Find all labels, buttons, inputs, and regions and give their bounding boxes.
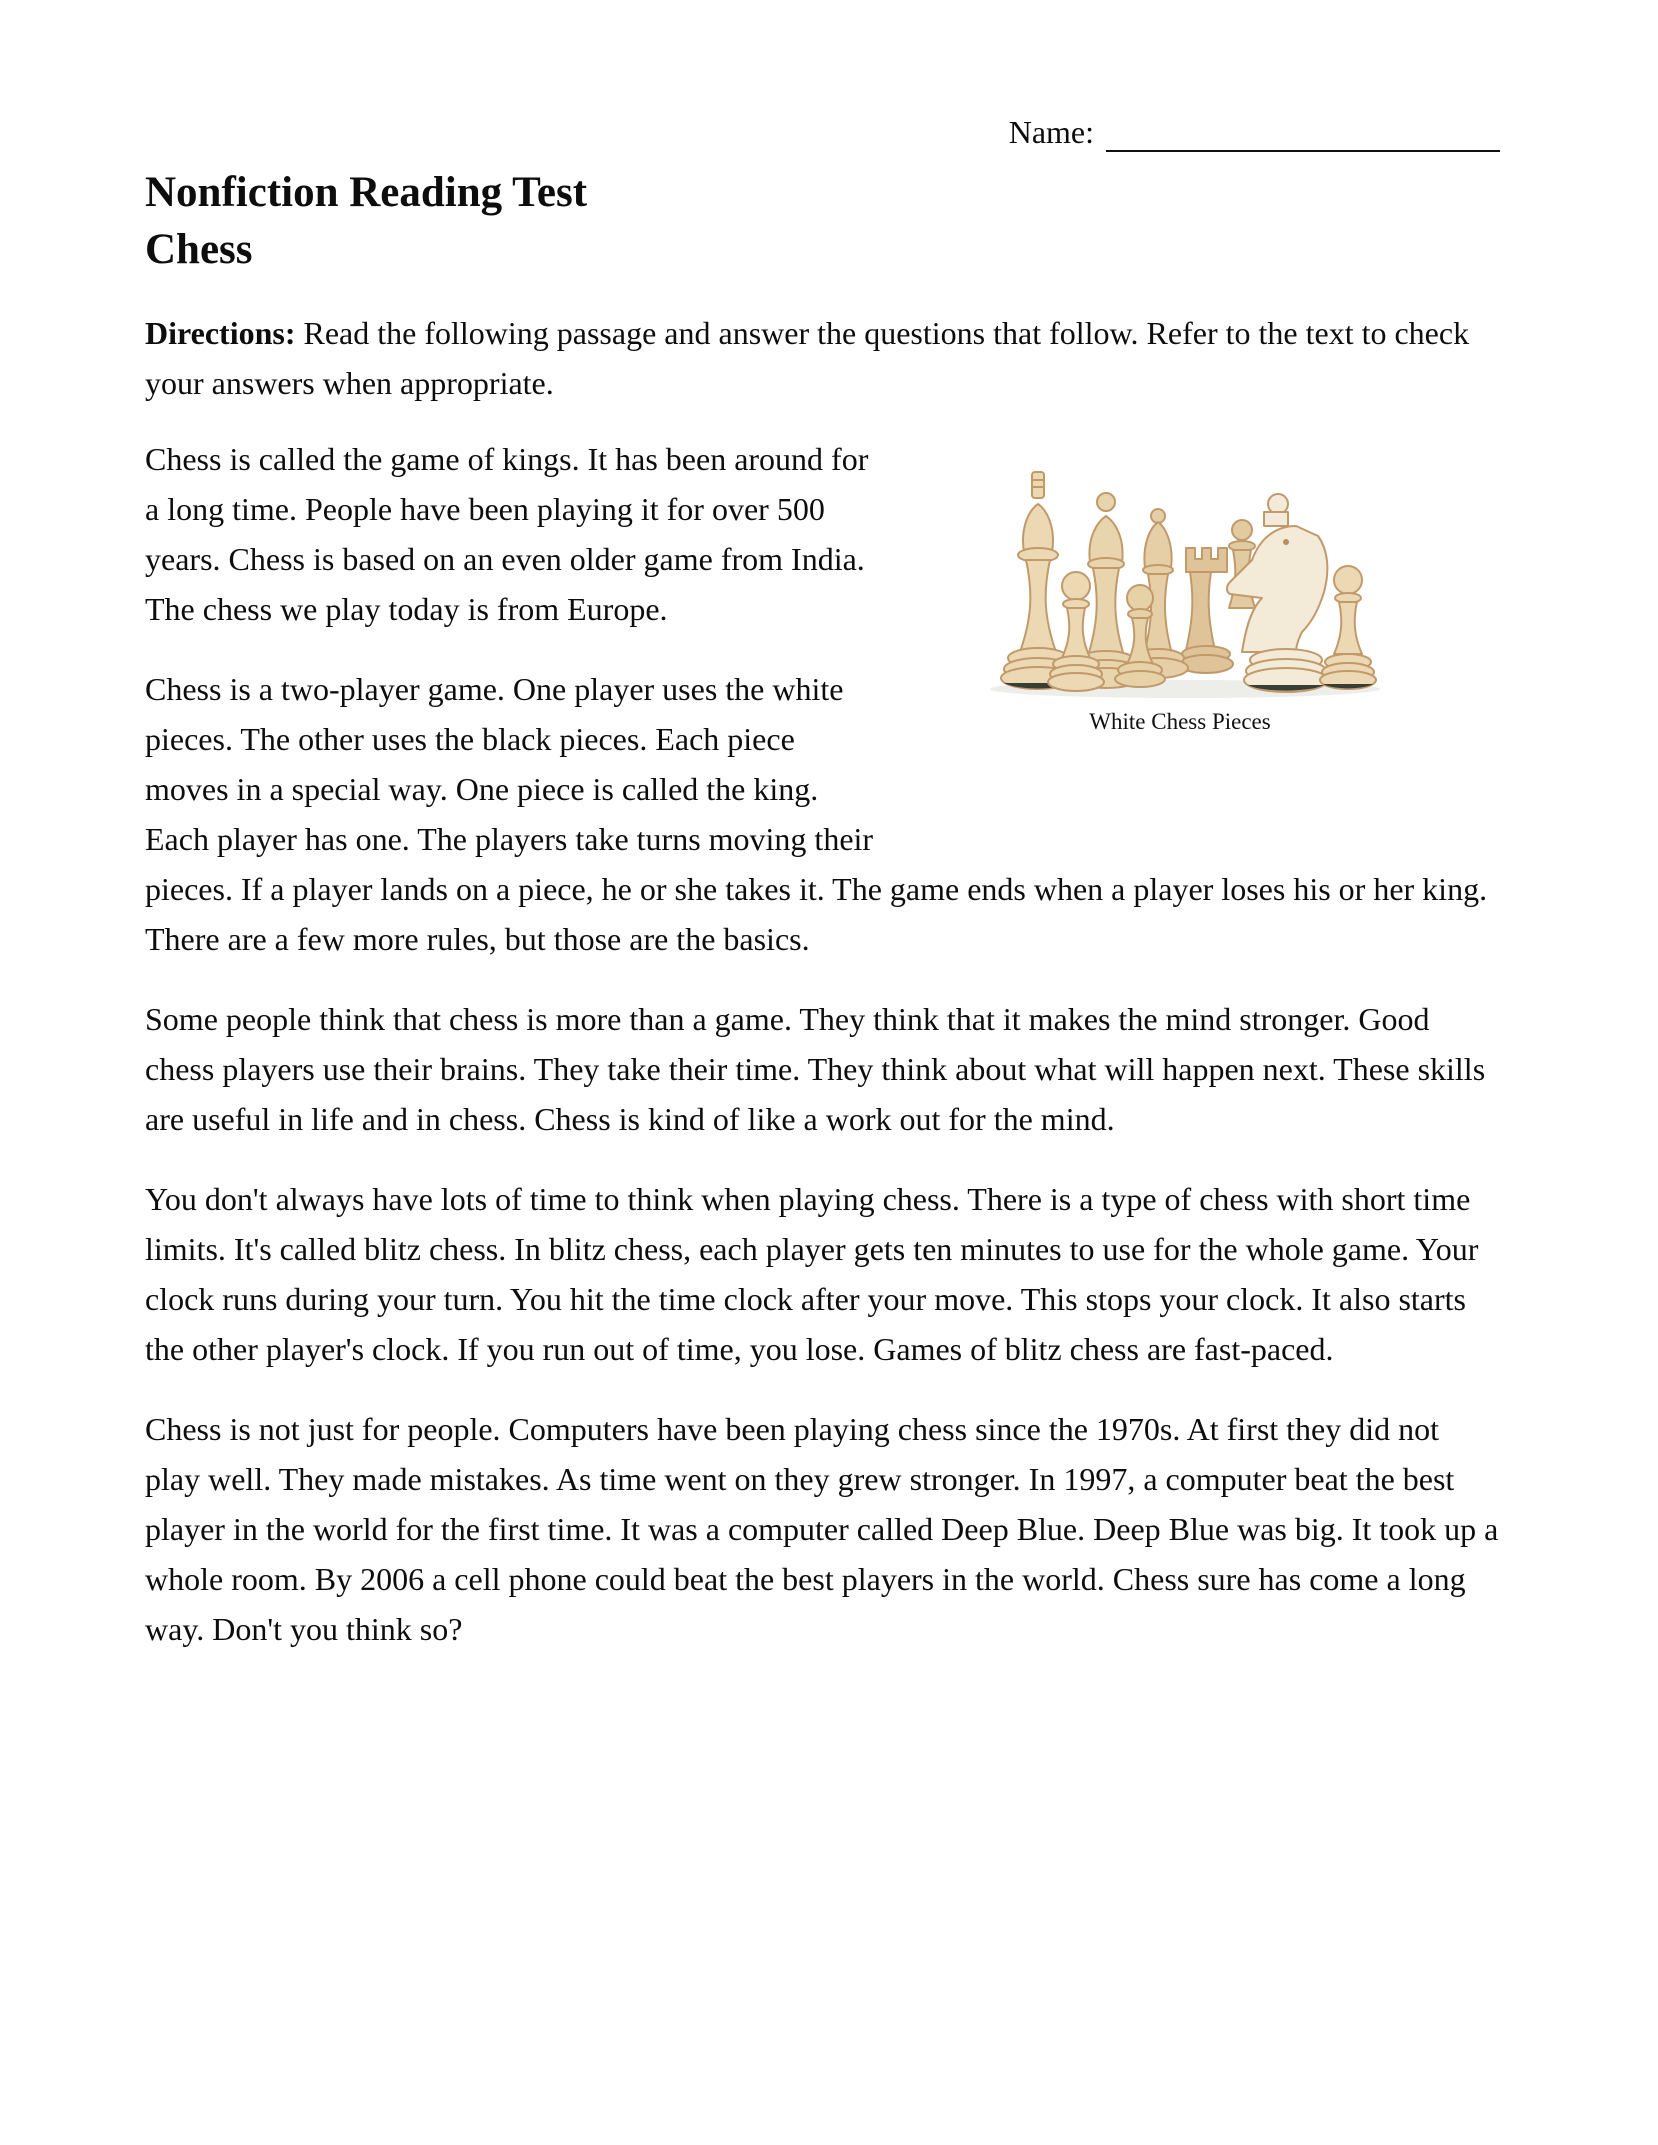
title-line-2: Chess [145, 226, 253, 273]
figure-caption: White Chess Pieces [1089, 709, 1271, 734]
passage [145, 434, 1500, 1654]
directions-label: Directions: [145, 315, 296, 351]
name-label: Name: [1008, 114, 1094, 150]
passage-paragraph-4: You don't always have lots of time to think when playing chess. There is a type of chess with short time limits. It's called blitz chess. In blitz chess, each player gets ten minutes to use for the whole game. Your clock runs during your turn. You hit the time clock after your move. This stops your clock. It also starts the other player's clock. If you run out of time, you lose. Games of blitz chess are fast-paced. [145, 1181, 1479, 1367]
name-field[interactable] [1106, 112, 1500, 152]
title-line-1: Nonfiction Reading Test [145, 169, 588, 216]
passage-paragraph-5: Chess is not just for people. Computers have been playing chess since the 1970s. At first they did not play well. They made mistakes. As time went on they grew stronger. In 1997, a computer beat the best player in the world for the first time. It was a computer called Deep Blue. Deep Blue was big. It took up a whole room. By 2006 a cell phone could beat the best players in the world. Chess sure has come a long way. Don't you think so? [145, 1411, 1499, 1647]
white-chess-pieces-figure [880, 434, 1500, 834]
name-row [145, 106, 1500, 152]
directions-text: Read the following passage and answer the questions that follow. Refer to the text to check your answers when appropriate. [145, 315, 1470, 401]
passage-paragraph-2: Chess is a two-player game. One player uses the white pieces. The other uses the black pieces. Each piece moves in a special way. One piece is called the king. Each player has one. The players take turns moving their pieces. If a player lands on a piece, he or she takes it. The game ends when a player loses his or her king. There are a few more rules, but those are the basics. [145, 671, 1488, 957]
white-chess-pieces-image [980, 456, 1380, 701]
directions [145, 308, 1500, 408]
page-title [145, 164, 1500, 278]
passage-paragraph-3: Some people think that chess is more than a game. They think that it makes the mind stronger. Good chess players use their brains. They take their time. They think about what will happen next. These skills are useful in life and in chess. Chess is kind of like a work out for the mind. [145, 1001, 1486, 1137]
passage-paragraph-1: Chess is called the game of kings. It has been around for a long time. People have been playing it for over 500 years. Chess is based on an even older game from India. The chess we play today is from Europe. [145, 441, 869, 627]
